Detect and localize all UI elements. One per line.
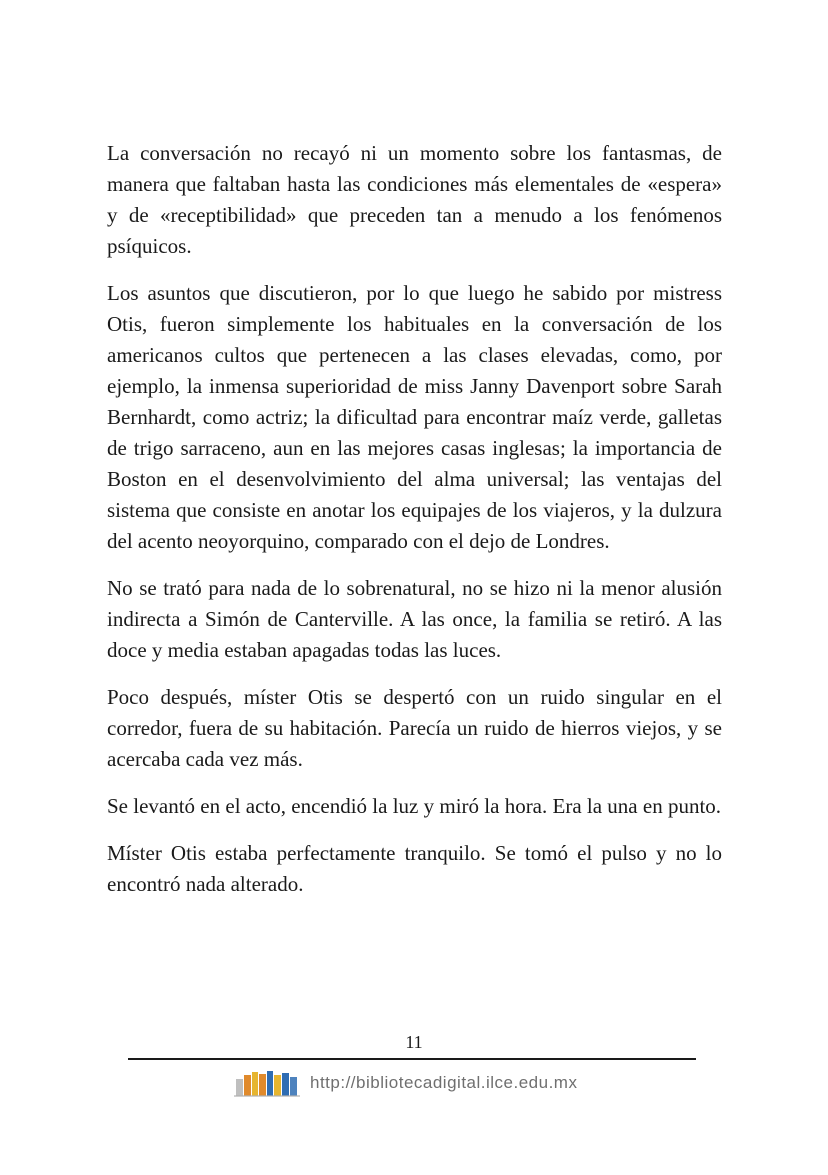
paragraph: Se levantó en el acto, encendió la luz y miró la hora. Era la una en punto. [107, 794, 722, 818]
page-number: 11 [405, 1032, 423, 1052]
paragraph: Los asuntos que discutieron, por lo que luego he sabido por mistress Otis, fueron simplemente los habituales en la conversación de los americanos cultos que pertenecen a las clases elevadas, como, por ejemplo, la inmensa superioridad de miss Janny Davenport sobre Sarah Bernhardt, como actriz; la dificultad para encontrar maíz verde, galletas de trigo sarraceno, aun en las mejores casas inglesas; la importancia de Boston en el desenvolvimiento del alma universal; las ventajas del sistema que consiste en anotar los equipajes de los viajeros, y la dulzura del acento neoyorquino, comparado con el dejo de Londres. [107, 281, 722, 553]
source-credit [234, 1068, 577, 1098]
books-icon [234, 1069, 300, 1097]
footer-divider [128, 1058, 696, 1060]
paragraph: Poco después, míster Otis se despertó con un ruido singular en el corredor, fuera de su habitación. Parecía un ruido de hierros viejos, y se acercaba cada vez más. [107, 685, 722, 771]
source-url[interactable]: http://bibliotecadigital.ilce.edu.mx [310, 1073, 578, 1092]
page-body [107, 138, 722, 916]
paragraph: No se trató para nada de lo sobrenatural, no se hizo ni la menor alusión indirecta a Simón de Canterville. A las once, la familia se retiró. A las doce y media estaban apagadas todas las luces. [107, 576, 722, 662]
paragraph: La conversación no recayó ni un momento sobre los fantasmas, de manera que faltaban hasta las condiciones más elementales de «espera» y de «receptibilidad» que preceden tan a menudo a los fenómenos psíquicos. [107, 141, 722, 258]
paragraph: Míster Otis estaba perfectamente tranquilo. Se tomó el pulso y no lo encontró nada alterado. [107, 841, 722, 896]
